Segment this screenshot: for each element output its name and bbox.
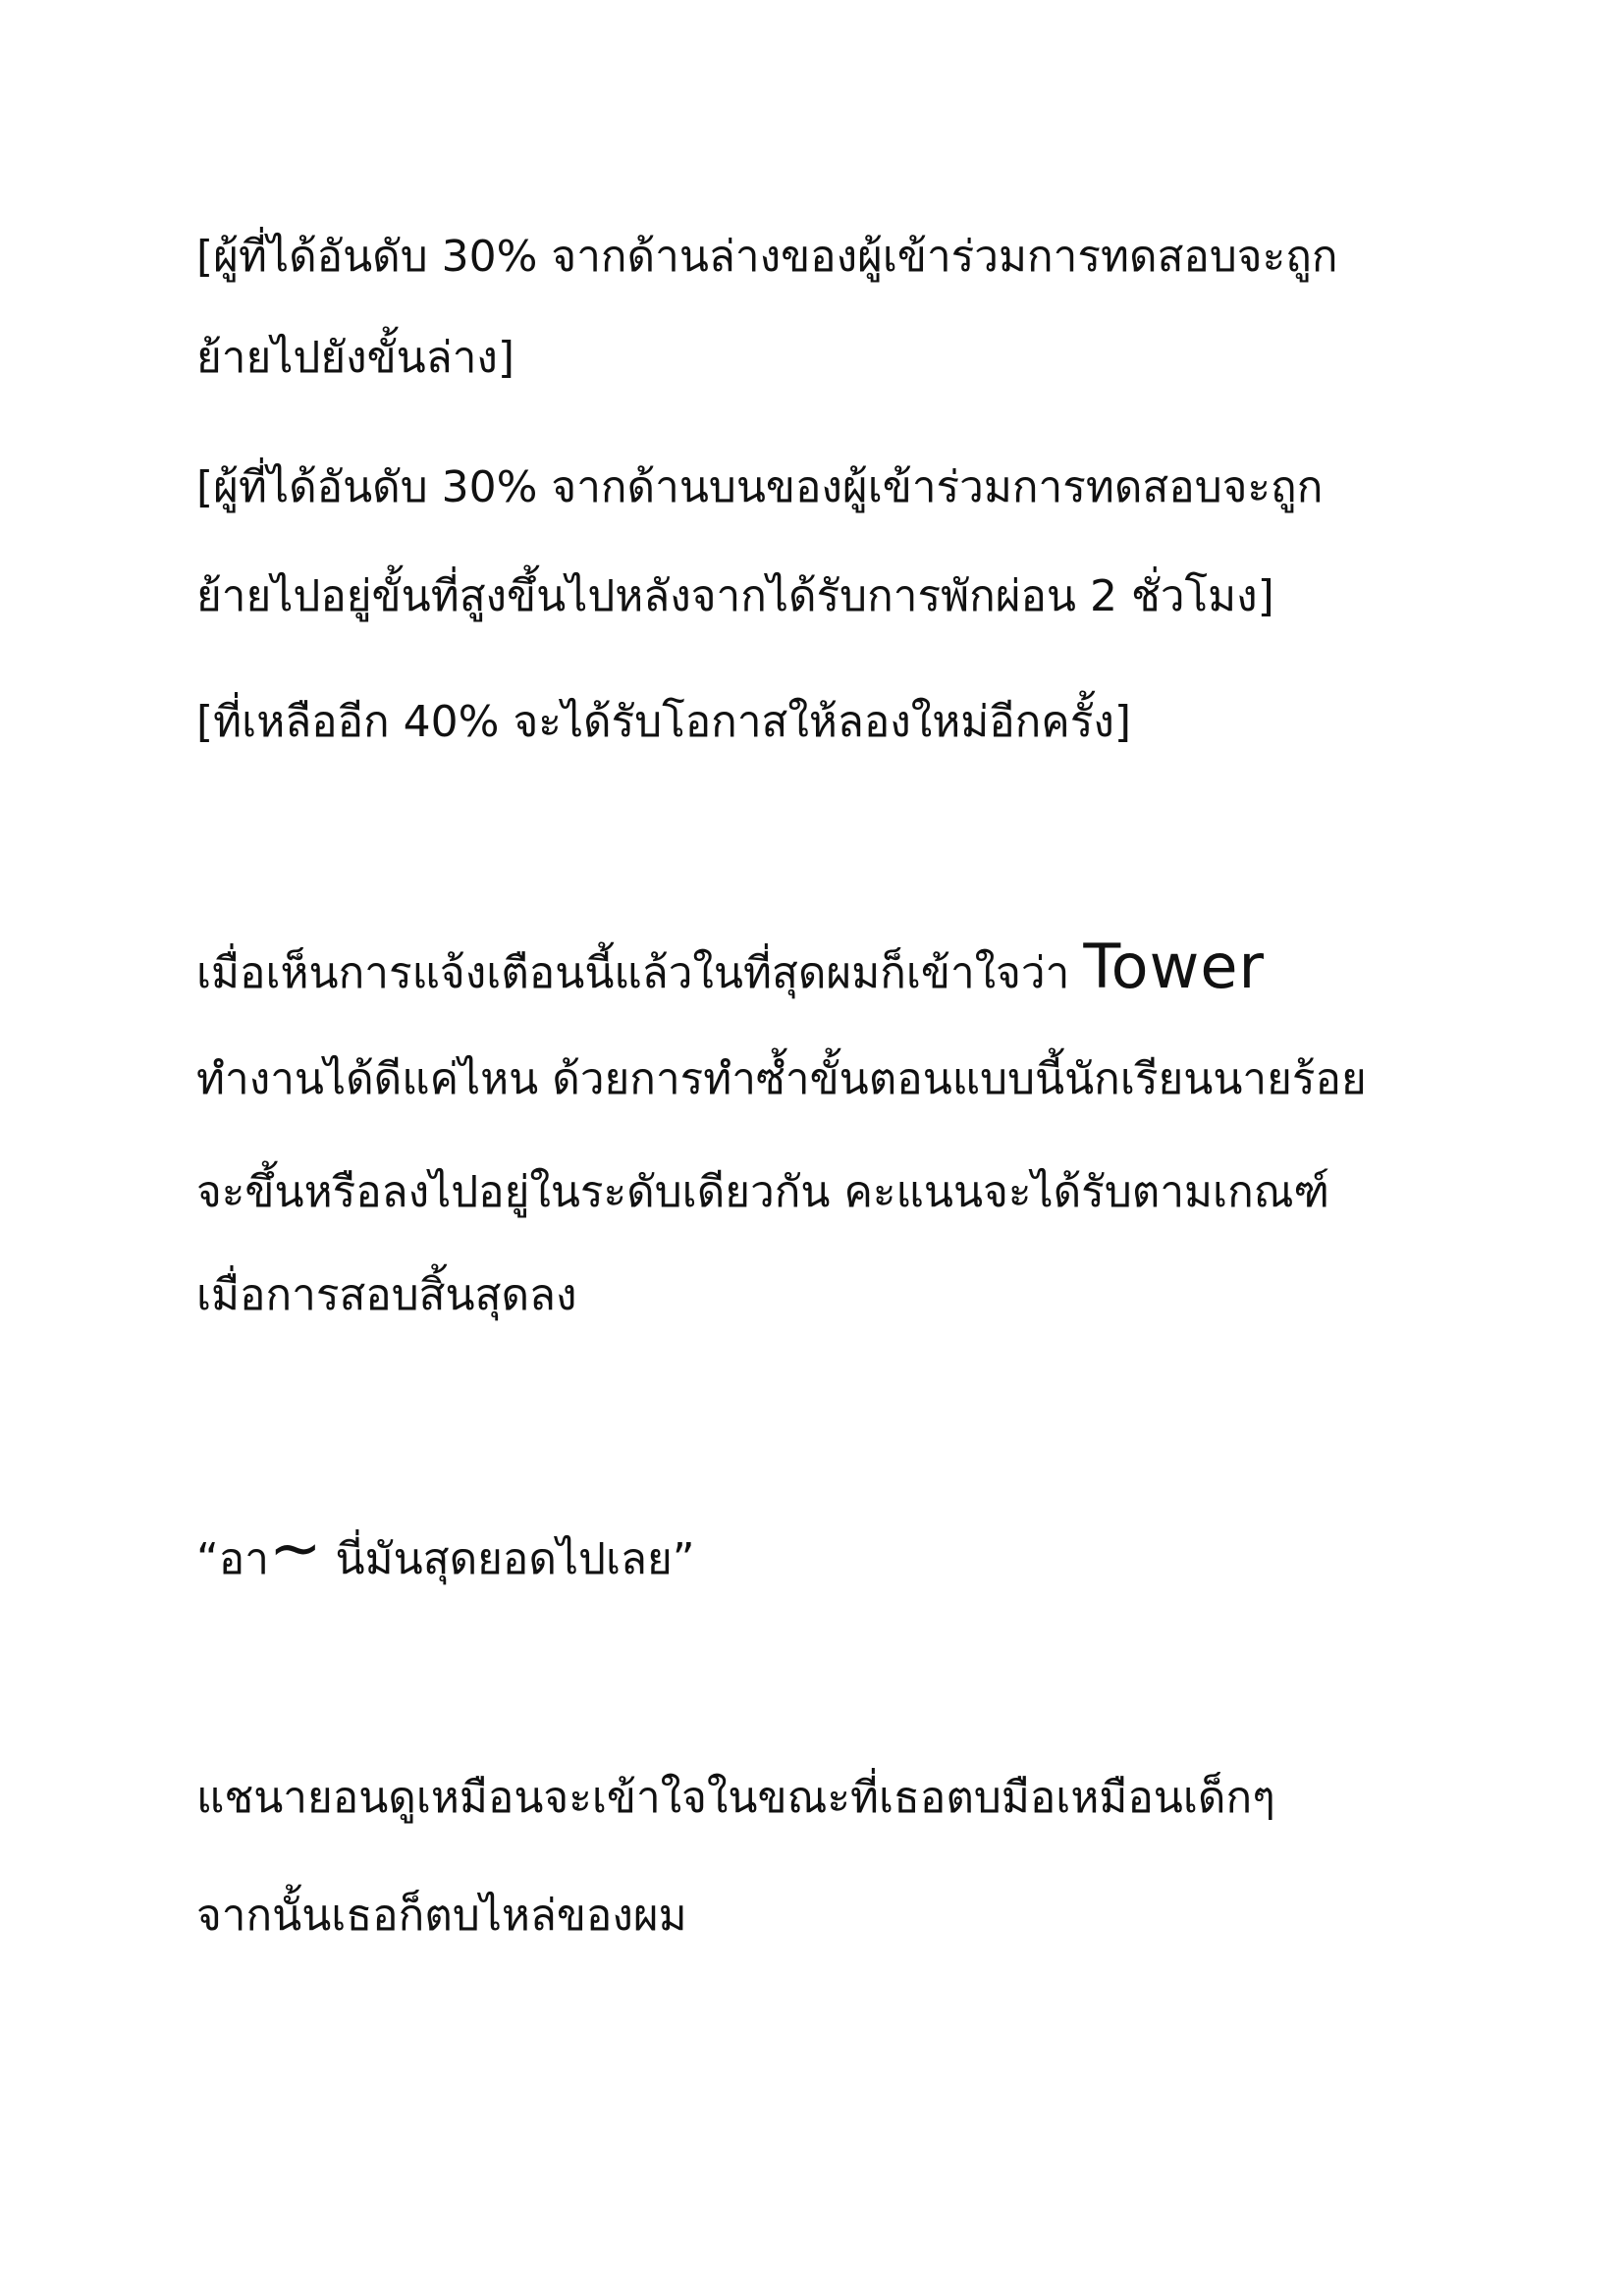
quote-rest: นี่มันสุดยอดไปเลย” [321, 1534, 695, 1584]
notice-2-line-1: [ผู้ที่ได้อันดับ 30% จากด้านบนของผู้เข้าร่วมการทดสอบจะถูก [196, 462, 1324, 512]
notice-1-line-2: ย้ายไปยังขั้นล่าง] [196, 333, 515, 383]
paragraph-2-line-1: แชนายอนดูเหมือนจะเข้าใจในขณะที่เธอตบมือเหมือนเด็กๆ [196, 1773, 1275, 1823]
notice-1-line-1: [ผู้ที่ได้อันดับ 30% จากด้านล่างของผู้เข้าร่วมการทดสอบจะถูก [196, 232, 1338, 282]
paragraph-2-line-2: จากนั้นเธอก็ตบไหล่ของผม [196, 1891, 687, 1941]
paragraph-1-line-1-text: เมื่อเห็นการแจ้งเตือนนี้แล้วในที่สุดผมก็เข้าใจว่า [196, 948, 1084, 998]
notice-3-line-1: [ที่เหลืออีก 40% จะได้รับโอกาสให้ลองใหม่อีกครั้ง] [196, 697, 1132, 747]
quote-line [196, 1513, 695, 1589]
quote-tilde: ~ [268, 1513, 322, 1585]
notice-2-line-2: ย้ายไปอยู่ขั้นที่สูงขึ้นไปหลังจากได้รับการพักผ่อน 2 ชั่วโมง] [196, 571, 1274, 621]
paragraph-1-line-4: เมื่อการสอบสิ้นสุดลง [196, 1270, 577, 1320]
paragraph-1-line-2: ทำงานได้ดีแค่ไหน ด้วยการทำซ้ำขั้นตอนแบบนี้นักเรียนนายร้อย [196, 1054, 1367, 1104]
quote-open: “อา [196, 1534, 269, 1584]
tower-word: Tower [1083, 931, 1265, 1002]
paragraph-1-line-1 [196, 931, 1265, 1003]
paragraph-1-line-3: จะขึ้นหรือลงไปอยู่ในระดับเดียวกัน คะแนนจะได้รับตามเกณฑ์ [196, 1167, 1330, 1217]
